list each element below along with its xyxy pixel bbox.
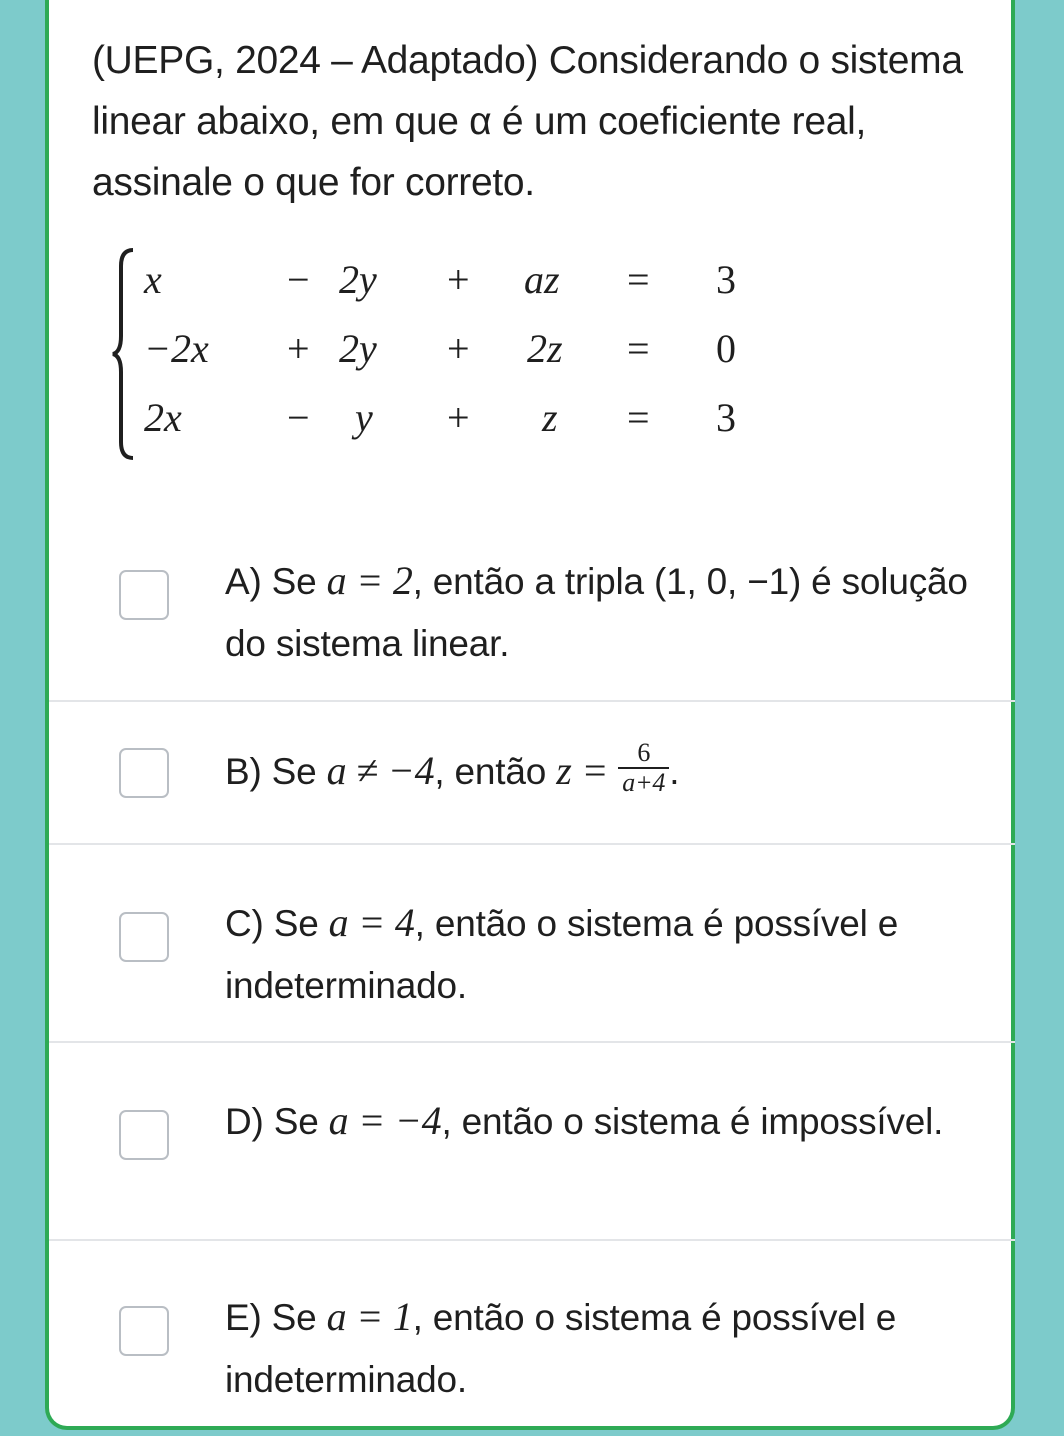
question-card: [45, 0, 1015, 1430]
divider: [49, 700, 1015, 702]
option-a-text: A) Se a = 2, então a tripla (1, 0, −1) é solução do sistema linear.: [225, 558, 968, 664]
linear-system: [49, 0, 1019, 500]
option-b-checkbox[interactable]: [119, 748, 169, 798]
sys-r2-c5: 2z: [527, 326, 563, 371]
question-text: (UEPG, 2024 – Adaptado) Considerando o sistema linear abaixo, em que α é um coeficiente real, assinale o que for correto.: [92, 39, 963, 204]
sys-r2-c3: 2y: [339, 326, 377, 371]
sys-r1-c1: x: [144, 257, 162, 302]
divider: [49, 1041, 1015, 1043]
option-b-text: B) Se a ≠ −4, então z = $\frac{6}{a+4}$ .: [225, 738, 680, 798]
sys-r1-c7: 3: [716, 257, 736, 302]
sys-r3-c3: y: [355, 395, 373, 440]
sys-r2-c4: +: [447, 326, 470, 371]
divider: [49, 843, 1015, 845]
option-e-checkbox[interactable]: [119, 1306, 169, 1356]
sys-r1-c6: =: [627, 257, 650, 302]
fraction: $\frac{6}{a+4}$: [618, 739, 669, 797]
sys-r3-c2: −: [287, 395, 310, 440]
sys-r1-c2: −: [287, 257, 310, 302]
sys-r3-c4: +: [447, 395, 470, 440]
sys-r2-c1: −2x: [144, 326, 209, 371]
sys-r1-c5: az: [524, 257, 560, 302]
sys-r3-c5: z: [542, 395, 558, 440]
option-d-text: D) Se a = −4, então o sistema é impossível.: [225, 1098, 944, 1143]
left-brace: [111, 248, 135, 460]
option-c-text: C) Se a = 4, então o sistema é possível e indeterminado.: [225, 900, 899, 1006]
sys-r3-c7: 3: [716, 395, 736, 440]
option-d-checkbox[interactable]: [119, 1110, 169, 1160]
sys-r2-c2: +: [287, 326, 310, 371]
option-a-checkbox[interactable]: [119, 570, 169, 620]
sys-r1-c4: +: [447, 257, 470, 302]
divider: [49, 1239, 1015, 1241]
sys-r2-c7: 0: [716, 326, 736, 371]
sys-r1-c3: 2y: [339, 257, 377, 302]
option-c-checkbox[interactable]: [119, 912, 169, 962]
sys-r3-c6: =: [627, 395, 650, 440]
sys-r2-c6: =: [627, 326, 650, 371]
sys-r3-c1: 2x: [144, 395, 182, 440]
option-e-text: E) Se a = 1, então o sistema é possível e indeterminado.: [225, 1294, 897, 1400]
